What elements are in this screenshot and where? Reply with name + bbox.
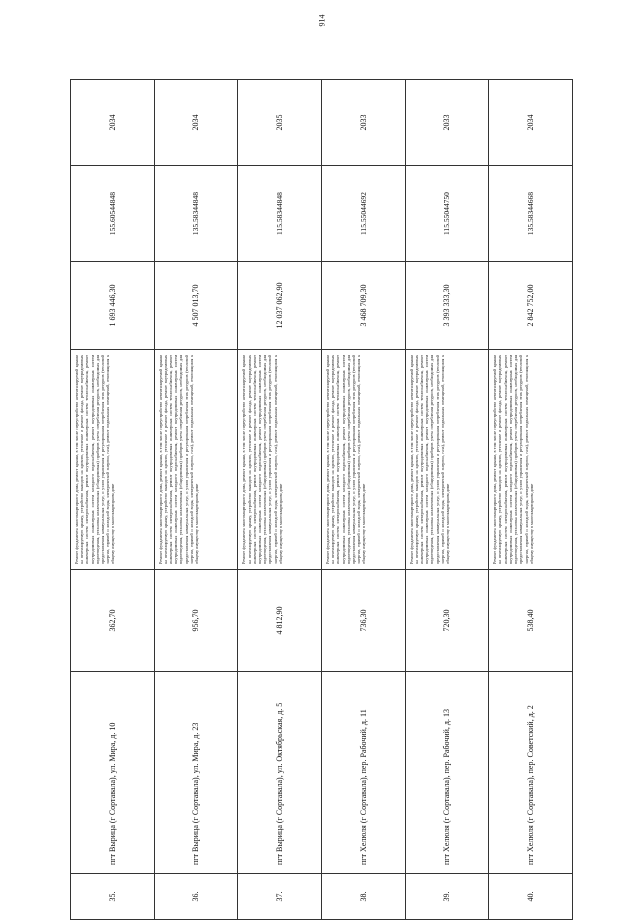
row-cost: 1 693 446,30	[71, 262, 155, 350]
row-year: 2033	[321, 80, 405, 166]
row-number: 39.	[405, 874, 489, 920]
row-area: 956,70	[154, 570, 238, 672]
table-row	[489, 80, 573, 920]
row-cost: 12 037 062,90	[238, 262, 322, 350]
row-number: 40.	[489, 874, 573, 920]
row-code: 115.58344848	[238, 166, 322, 262]
row-code: 115.55044692	[321, 166, 405, 262]
row-area: 736,30	[321, 570, 405, 672]
row-number: 35.	[71, 874, 155, 920]
row-works: Ремонт фундамента многоквартирного дома, ремонт крыши, в том числе переустройство невентилируемой крыши на вентилируемую крышу, устройство выходов на кровлю, утепление и ремонт фасада, ремонт внутридомовых инженерных систем электроснабжения, ремонт внутридомовых инженерных систем теплоснабжения, ремонт внутридомовых инженерных систем холодного водоснабжения, ремонт внутридомовых инженерных систем водоотведения, установка коллективных (общедомовых) приборов учета потребления ресурсов, необходимых для предоставления коммунальных услуг, и узлов управления и регулирования потребления этих ресурсов (тепловой энергии, горячей и холодной воды, электрической энергии, газа), ремонт подвальных помещений, относящихся к общему имуществу в многоквартирном доме	[405, 350, 489, 570]
capital-repair-table	[70, 79, 573, 920]
row-year: 2033	[405, 80, 489, 166]
row-works: Ремонт фундамента многоквартирного дома, ремонт крыши, в том числе переустройство невентилируемой крыши на вентилируемую крышу, устройство выходов на кровлю, утепление и ремонт фасада, ремонт внутридомовых инженерных систем электроснабжения, ремонт внутридомовых инженерных систем теплоснабжения, ремонт внутридомовых инженерных систем холодного водоснабжения, ремонт внутридомовых инженерных систем водоотведения, установка коллективных (общедомовых) приборов учета потребления ресурсов, необходимых для предоставления коммунальных услуг, и узлов управления и регулирования потребления этих ресурсов (тепловой энергии, горячей и холодной воды, электрической энергии, газа), ремонт подвальных помещений, относящихся к общему имуществу в многоквартирном доме	[71, 350, 155, 570]
row-code: 135.58344848	[154, 166, 238, 262]
table-row	[238, 80, 322, 920]
row-year: 2035	[238, 80, 322, 166]
row-area: 362,70	[71, 570, 155, 672]
row-address: пгт Вырица (г Сортавала), ул. Мира, д. 23	[154, 672, 238, 874]
row-address: пгт Хелюля (г Сортавала), пер. Рабочий, д. 11	[321, 672, 405, 874]
row-address: пгт Вырица (г Сортавала), ул. Мира, д. 10	[71, 672, 155, 874]
row-code: 135.58344668	[489, 166, 573, 262]
row-year: 2034	[71, 80, 155, 166]
row-year: 2034	[489, 80, 573, 166]
page-number: 914	[317, 14, 327, 27]
row-cost: 4 507 013,70	[154, 262, 238, 350]
table-row	[154, 80, 238, 920]
row-number: 36.	[154, 874, 238, 920]
row-works: Ремонт фундамента многоквартирного дома, ремонт крыши, в том числе переустройство невентилируемой крыши на вентилируемую крышу, устройство выходов на кровлю, утепление и ремонт фасада, ремонт внутридомовых инженерных систем электроснабжения, ремонт внутридомовых инженерных систем теплоснабжения, ремонт внутридомовых инженерных систем холодного водоснабжения, ремонт внутридомовых инженерных систем водоотведения, установка коллективных (общедомовых) приборов учета потребления ресурсов, необходимых для предоставления коммунальных услуг, и узлов управления и регулирования потребления этих ресурсов (тепловой энергии, горячей и холодной воды, электрической энергии, газа), ремонт подвальных помещений, относящихся к общему имуществу в многоквартирном доме	[489, 350, 573, 570]
row-area: 538,40	[489, 570, 573, 672]
row-number: 38.	[321, 874, 405, 920]
table-row	[321, 80, 405, 920]
row-area: 720,30	[405, 570, 489, 672]
row-works: Ремонт фундамента многоквартирного дома, ремонт крыши, в том числе переустройство невентилируемой крыши на вентилируемую крышу, устройство выходов на кровлю, утепление и ремонт фасада, ремонт внутридомовых инженерных систем электроснабжения, ремонт внутридомовых инженерных систем теплоснабжения, ремонт внутридомовых инженерных систем холодного водоснабжения, ремонт внутридомовых инженерных систем водоотведения, установка коллективных (общедомовых) приборов учета потребления ресурсов, необходимых для предоставления коммунальных услуг, и узлов управления и регулирования потребления этих ресурсов (тепловой энергии, горячей и холодной воды, электрической энергии, газа), ремонт подвальных помещений, относящихся к общему имуществу в многоквартирном доме	[321, 350, 405, 570]
row-cost: 2 842 752,00	[489, 262, 573, 350]
row-works: Ремонт фундамента многоквартирного дома, ремонт крыши, в том числе переустройство невентилируемой крыши на вентилируемую крышу, устройство выходов на кровлю, утепление и ремонт фасада, ремонт внутридомовых инженерных систем электроснабжения, ремонт внутридомовых инженерных систем теплоснабжения, ремонт внутридомовых инженерных систем холодного водоснабжения, ремонт внутридомовых инженерных систем водоотведения, установка коллективных (общедомовых) приборов учета потребления ресурсов, необходимых для предоставления коммунальных услуг, и узлов управления и регулирования потребления этих ресурсов (тепловой энергии, горячей и холодной воды, электрической энергии, газа), ремонт подвальных помещений, относящихся к общему имуществу в многоквартирном доме	[154, 350, 238, 570]
row-cost: 3 393 333,30	[405, 262, 489, 350]
row-address: пгт Хелюля (г Сортавала), пер. Советский, д. 2	[489, 672, 573, 874]
row-cost: 3 468 709,30	[321, 262, 405, 350]
rotated-table-container	[70, 80, 572, 920]
table-row	[405, 80, 489, 920]
row-number: 37.	[238, 874, 322, 920]
row-address: пгт Хелюля (г Сортавала), пер. Рабочий, д. 13	[405, 672, 489, 874]
row-year: 2034	[154, 80, 238, 166]
row-works: Ремонт фундамента многоквартирного дома, ремонт крыши, в том числе переустройство невентилируемой крыши на вентилируемую крышу, устройство выходов на кровлю, утепление и ремонт фасада, ремонт внутридомовых инженерных систем электроснабжения, ремонт внутридомовых инженерных систем теплоснабжения, ремонт внутридомовых инженерных систем холодного водоснабжения, ремонт внутридомовых инженерных систем водоотведения, установка коллективных (общедомовых) приборов учета потребления ресурсов, необходимых для предоставления коммунальных услуг, и узлов управления и регулирования потребления этих ресурсов (тепловой энергии, горячей и холодной воды, электрической энергии, газа), ремонт подвальных помещений, относящихся к общему имуществу в многоквартирном доме	[238, 350, 322, 570]
row-code: 115.55044750	[405, 166, 489, 262]
row-code: 155.60544848	[71, 166, 155, 262]
row-address: пгт Вырица (г Сортавала), ул. Октябрьская, д. 5	[238, 672, 322, 874]
row-area: 4 812,90	[238, 570, 322, 672]
table-row	[71, 80, 155, 920]
